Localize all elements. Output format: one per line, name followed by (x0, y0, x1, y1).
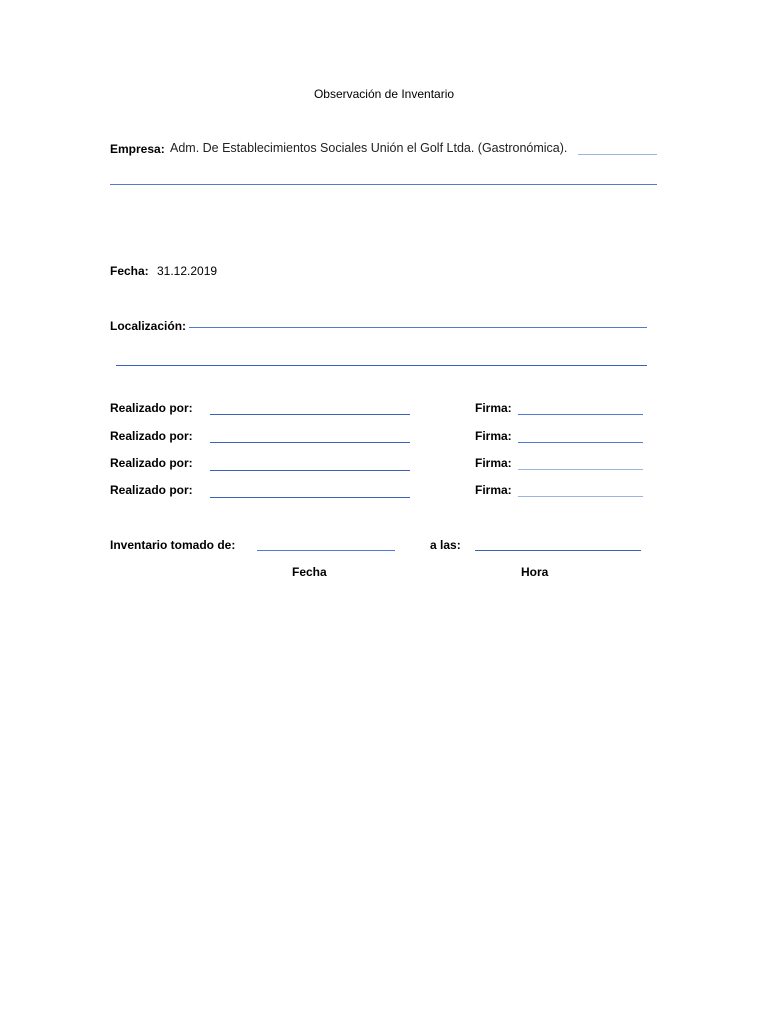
performed-by-label: Realizado por: (110, 401, 193, 415)
date-caption: Fecha (292, 565, 327, 579)
signature-field[interactable] (518, 414, 643, 415)
company-underline-tail (578, 154, 657, 155)
page-title: Observación de Inventario (313, 87, 455, 101)
signature-field[interactable] (518, 496, 643, 497)
signature-label: Firma: (475, 401, 512, 415)
performed-by-label: Realizado por: (110, 483, 193, 497)
location-label: Localización: (110, 319, 187, 333)
inventory-time-field[interactable] (475, 550, 641, 551)
company-label: Empresa: (110, 142, 165, 156)
inventory-time-label: a las: (430, 538, 461, 552)
performed-by-label: Realizado por: (110, 429, 193, 443)
date-value: 31.12.2019 (157, 264, 218, 278)
time-caption: Hora (521, 565, 549, 579)
location-field-line-2[interactable] (116, 365, 647, 366)
company-extra-line[interactable] (110, 184, 657, 185)
performed-by-field[interactable] (210, 414, 410, 415)
signature-field[interactable] (518, 442, 643, 443)
performed-by-field[interactable] (210, 470, 410, 471)
date-label: Fecha: (110, 264, 149, 278)
signature-field[interactable] (518, 469, 643, 470)
inventory-taken-label: Inventario tomado de: (110, 538, 236, 552)
performed-by-field[interactable] (210, 497, 410, 498)
performed-by-label: Realizado por: (110, 456, 193, 470)
signature-label: Firma: (475, 456, 512, 470)
inventory-date-field[interactable] (257, 550, 395, 551)
location-field-line-1[interactable] (189, 327, 647, 328)
signature-label: Firma: (475, 483, 512, 497)
performed-by-field[interactable] (210, 442, 410, 443)
signature-label: Firma: (475, 429, 512, 443)
company-value: Adm. De Establecimientos Sociales Unión el Golf Ltda. (Gastronómica). (170, 141, 568, 155)
